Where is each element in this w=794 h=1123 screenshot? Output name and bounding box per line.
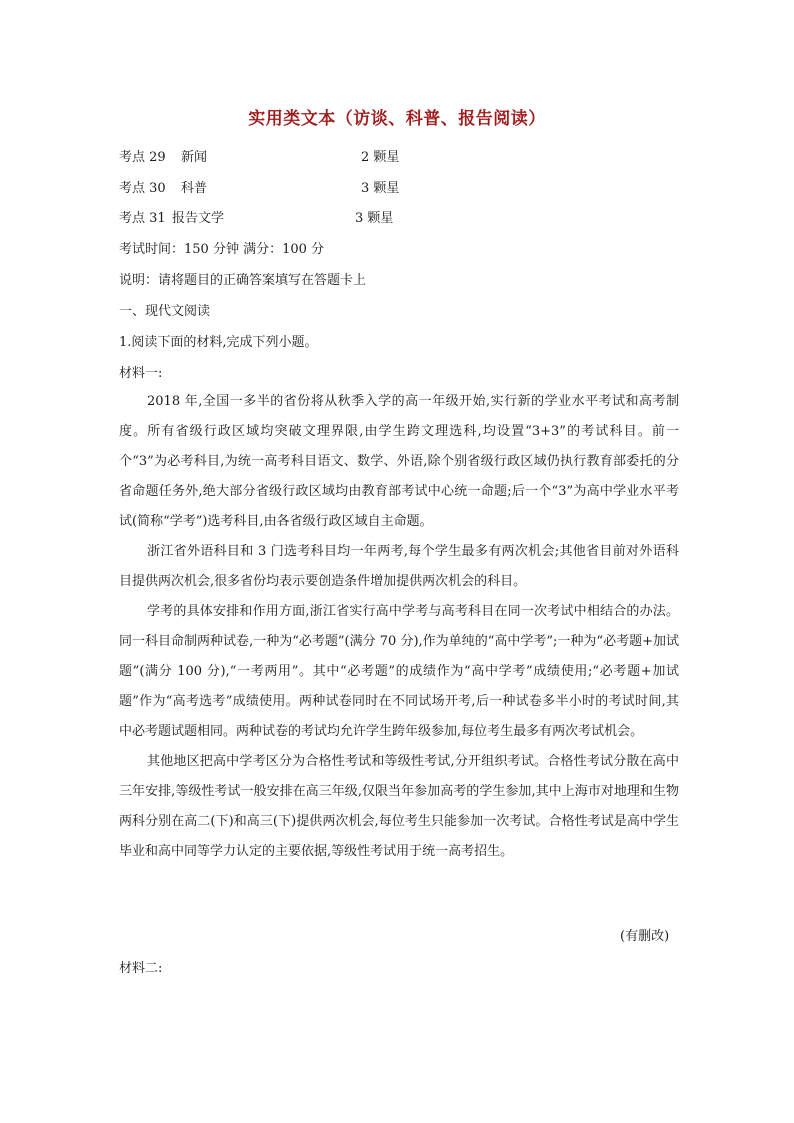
source-note: (有删改) bbox=[620, 929, 670, 944]
paragraph: 其他地区把高中学考区分为合格性考试和等级性考试,分开组织考试。合格性考试分散在高中三年安排,等级性考试一般安排在高三年级,仅限当年参加高考的学生参加,其中上海市对地理和生物两科分别在高二(下)和高三(下)提供两次机会,每位考生只能参加一次考试。合格性考试是高中学生毕业和高中同等学力认定的主要依据,等级性考试用于统一高考招生。 bbox=[119, 754, 679, 859]
kaodian-stars-1: 2 颗星 bbox=[361, 150, 400, 165]
kaodian-stars-2: 3 颗星 bbox=[361, 181, 400, 196]
kaodian-stars-3: 3 颗星 bbox=[355, 211, 394, 226]
section-heading: 一、现代文阅读 bbox=[119, 304, 211, 319]
paragraph: 2018 年,全国一多半的省份将从秋季入学的高一年级开始,实行新的学业水平考试和高考制度。所有省级行政区域均突破文理界限,由学生跨文理选科,均设置“3+3”的考试科目。前一个“3”为必考科目,为统一高考科目语文、数学、外语,除个别省级行政区域仍执行教育部委托的分省命题任务外,绝大部分省级行政区域均由教育部考试中心统一命题;后一个“3”为高中学业水平考试(简称“学考”)选考科目,由各省级行政区域自主命题。 bbox=[119, 394, 679, 529]
kaodian-code-2: 考点 30 bbox=[119, 181, 166, 196]
kaodian-name-2: 科普 bbox=[181, 181, 208, 196]
kaodian-name-1: 新闻 bbox=[181, 150, 208, 165]
material2-label: 材料二: bbox=[119, 961, 163, 976]
document-title: 实用类文本（访谈、科普、报告阅读） bbox=[248, 109, 546, 129]
kaodian-code-3: 考点 31 bbox=[119, 211, 166, 226]
material1-label: 材料一: bbox=[119, 366, 163, 381]
paragraph: 学考的具体安排和作用方面,浙江省实行高中学考与高考科目在同一次考试中相结合的办法。同一科目命制两种试卷,一种为“必考题”(满分 70 分),作为单纯的“高中学考”;一种为“必考题+加试题”(满分 100 分),“一考两用”。其中“必考题”的成绩作为“高中学考”成绩使用;“必考题+加试题”作为“高考选考”成绩使用。两种试卷同时在不同试场开考,后一种试卷多半小时的考试时间,其中必考题试题相同。两种试卷的考试均允许学生跨年级参加,每位考生最多有两次考试机会。 bbox=[119, 604, 679, 739]
paragraph: 浙江省外语科目和 3 门选考科目均一年两考,每个学生最多有两次机会;其他省目前对外语科目提供两次机会,很多省份均表示要创造条件增加提供两次机会的科目。 bbox=[119, 544, 679, 589]
material1-body bbox=[119, 387, 679, 867]
kaodian-name-3: 报告文学 bbox=[172, 211, 225, 226]
kaodian-code-1: 考点 29 bbox=[119, 150, 166, 165]
instruction: 说明：请将题目的正确答案填写在答题卡上 bbox=[119, 273, 367, 288]
exam-info: 考试时间：150 分钟 满分：100 分 bbox=[119, 242, 325, 257]
question-prompt: 1.阅读下面的材料,完成下列小题。 bbox=[119, 335, 318, 350]
